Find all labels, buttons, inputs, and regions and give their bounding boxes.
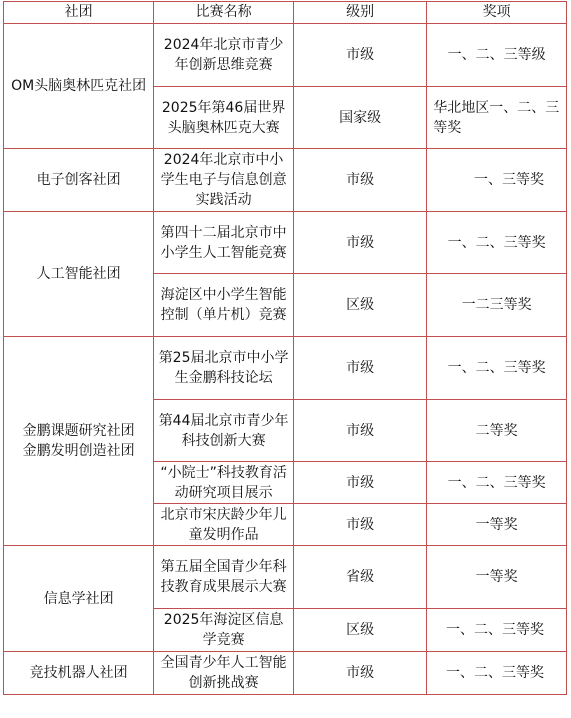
competition-cell: 2024年北京市中小学生电子与信息创意实践活动 (154, 149, 294, 212)
header-row (4, 2, 567, 24)
award-cell: 二等奖 (427, 400, 567, 462)
award-cell: 一、二、三等奖 (427, 212, 567, 274)
club-cell (4, 652, 154, 695)
award-cell: 一、三等奖 (427, 149, 567, 212)
level-cell: 区级 (293, 609, 426, 652)
level-cell: 市级 (293, 149, 426, 212)
table-row (4, 546, 567, 609)
award-cell: 一二三等奖 (427, 274, 567, 337)
table-row (4, 149, 567, 212)
award-cell: 一、二、三等奖 (427, 652, 567, 695)
level-cell: 省级 (293, 546, 426, 609)
club-cell (4, 24, 154, 149)
competition-cell: 2024年北京市青少年创新思维竞赛 (154, 24, 294, 87)
table-row (4, 212, 567, 274)
competition-cell: 第25届北京市中小学生金鹏科技论坛 (154, 337, 294, 400)
club-cell (4, 212, 154, 337)
header-club: 社团 (4, 2, 154, 24)
competition-cell: 2025年海淀区信息学竞赛 (154, 609, 294, 652)
competition-cell: 全国青少年人工智能创新挑战赛 (154, 652, 294, 695)
award-cell: 一、二、三等奖 (427, 337, 567, 400)
club-cell (4, 546, 154, 652)
competition-cell: “小院士”科技教育活动研究项目展示 (154, 462, 294, 504)
table-row (4, 24, 567, 87)
club-name: OM头脑奥林匹克社团 (11, 78, 147, 94)
competition-cell: 第五届全国青少年科技教育成果展示大赛 (154, 546, 294, 609)
award-cell: 一、二、三等奖 (427, 462, 567, 504)
level-cell: 国家级 (293, 87, 426, 149)
club-name: 竞技机器人社团 (29, 665, 128, 681)
award-cell: 一等奖 (427, 546, 567, 609)
table-row (4, 652, 567, 695)
awards-table (3, 1, 567, 695)
competition-cell: 第44届北京市青少年科技创新大赛 (154, 400, 294, 462)
table-row (4, 337, 567, 400)
level-cell: 市级 (293, 24, 426, 87)
level-cell: 市级 (293, 504, 426, 546)
club-name: 金鹏发明创造社团 (22, 443, 135, 459)
club-name: 人工智能社团 (36, 266, 121, 282)
level-cell: 市级 (293, 337, 426, 400)
level-cell: 市级 (293, 212, 426, 274)
club-name: 电子创客社团 (36, 172, 121, 188)
level-cell: 区级 (293, 274, 426, 337)
level-cell: 市级 (293, 652, 426, 695)
competition-cell: 北京市宋庆龄少年儿童发明作品 (154, 504, 294, 546)
award-cell: 一、二、三等奖 (427, 609, 567, 652)
club-name: 信息学社团 (43, 590, 114, 607)
header-competition: 比赛名称 (154, 2, 294, 24)
award-cell: 华北地区一、二、三等奖 (427, 87, 567, 149)
level-cell: 市级 (293, 400, 426, 462)
club-name: 金鹏课题研究社团 (22, 423, 135, 439)
level-cell: 市级 (293, 462, 426, 504)
header-award: 奖项 (427, 2, 567, 24)
competition-cell: 海淀区中小学生智能控制（单片机）竞赛 (154, 274, 294, 337)
header-level: 级别 (293, 2, 426, 24)
competition-cell: 第四十二届北京市中小学生人工智能竞赛 (154, 212, 294, 274)
award-cell: 一等奖 (427, 504, 567, 546)
award-cell: 一、二、三等级 (427, 24, 567, 87)
competition-cell: 2025年第46届世界头脑奥林匹克大赛 (154, 87, 294, 149)
club-cell (4, 149, 154, 212)
club-cell (4, 337, 154, 546)
